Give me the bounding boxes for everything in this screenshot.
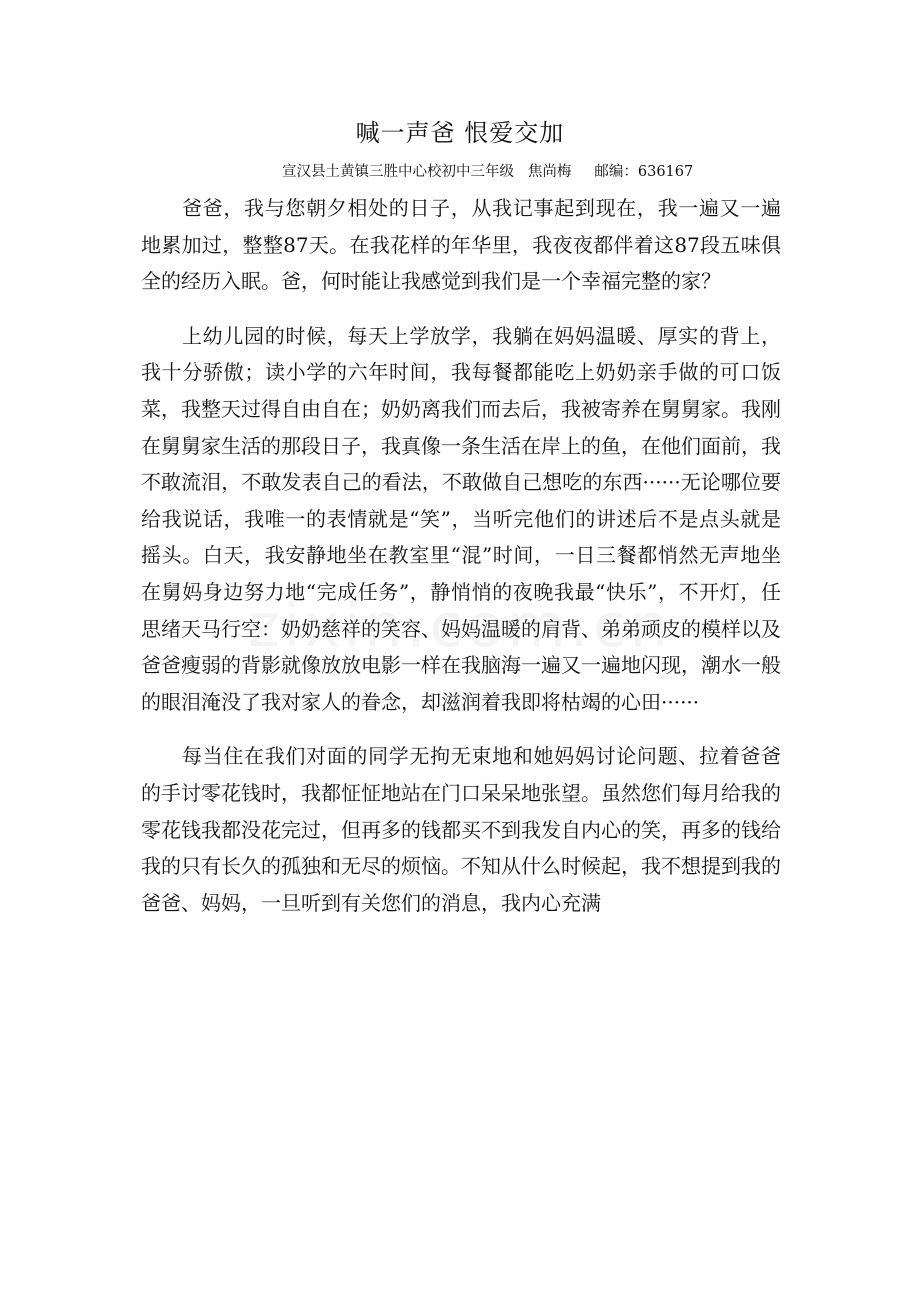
document-title: 喊一声爸 恨爱交加 [355, 119, 565, 147]
author-byline: 宣汉县土黄镇三胜中心校初中三年级 焦尚梅 邮编：636167 [282, 164, 694, 180]
paragraph-3: 每当住在我们对面的同学无拘无束地和她妈妈讨论问题、拉着爸爸的手讨零花钱时，我都怔怔地站在门口呆呆地张望。虽然您们每月给我的零花钱我都没花完过，但再多的钱都买不到我发自内心的笑，再多的钱给我的只有长久的孤独和无尽的烦恼。不知从什么时候起，我不想提到我的爸爸、妈妈，一旦听到有关您们的消息，我内心充满 [141, 744, 781, 915]
paragraph-1: 爸爸，我与您朝夕相处的日子，从我记事起到现在，我一遍又一遍地累加过，整整87天。在我花样的年华里，我夜夜都伴着这87段五味俱全的经历入眠。爸，何时能让我感觉到我们是一个幸福完整的家？ [141, 196, 781, 294]
body-text [141, 190, 781, 921]
paragraph-2: 上幼儿园的时候，每天上学放学，我躺在妈妈温暖、厚实的背上，我十分骄傲；读小学的六年时间，我每餐都能吃上奶奶亲手做的可口饭菜，我整天过得自由自在；奶奶离我们而去后，我被寄养在舅舅家。我刚在舅舅家生活的那段日子，我真像一条生活在岸上的鱼，在他们面前，我不敢流泪，不敢发表自己的看法，不敢做自己想吃的东西······无论哪位要给我说话，我唯一的表情就是“笑”，当听完他们的讲述后不是点头就是摇头。白天，我安静地坐在教室里“混”时间，一日三餐都悄然无声地坐在舅妈身边努力地“完成任务”，静悄悄的夜晚我最“快乐”，不开灯，任思绪天马行空：奶奶慈祥的笑容、妈妈温暖的肩背、弟弟顽皮的模样以及爸爸瘦弱的背影就像放放电影一样在我脑海一遍又一遍地闪现，潮水一般的眼泪淹没了我对家人的眷念，却滋润着我即将枯竭的心田······ [141, 323, 781, 714]
